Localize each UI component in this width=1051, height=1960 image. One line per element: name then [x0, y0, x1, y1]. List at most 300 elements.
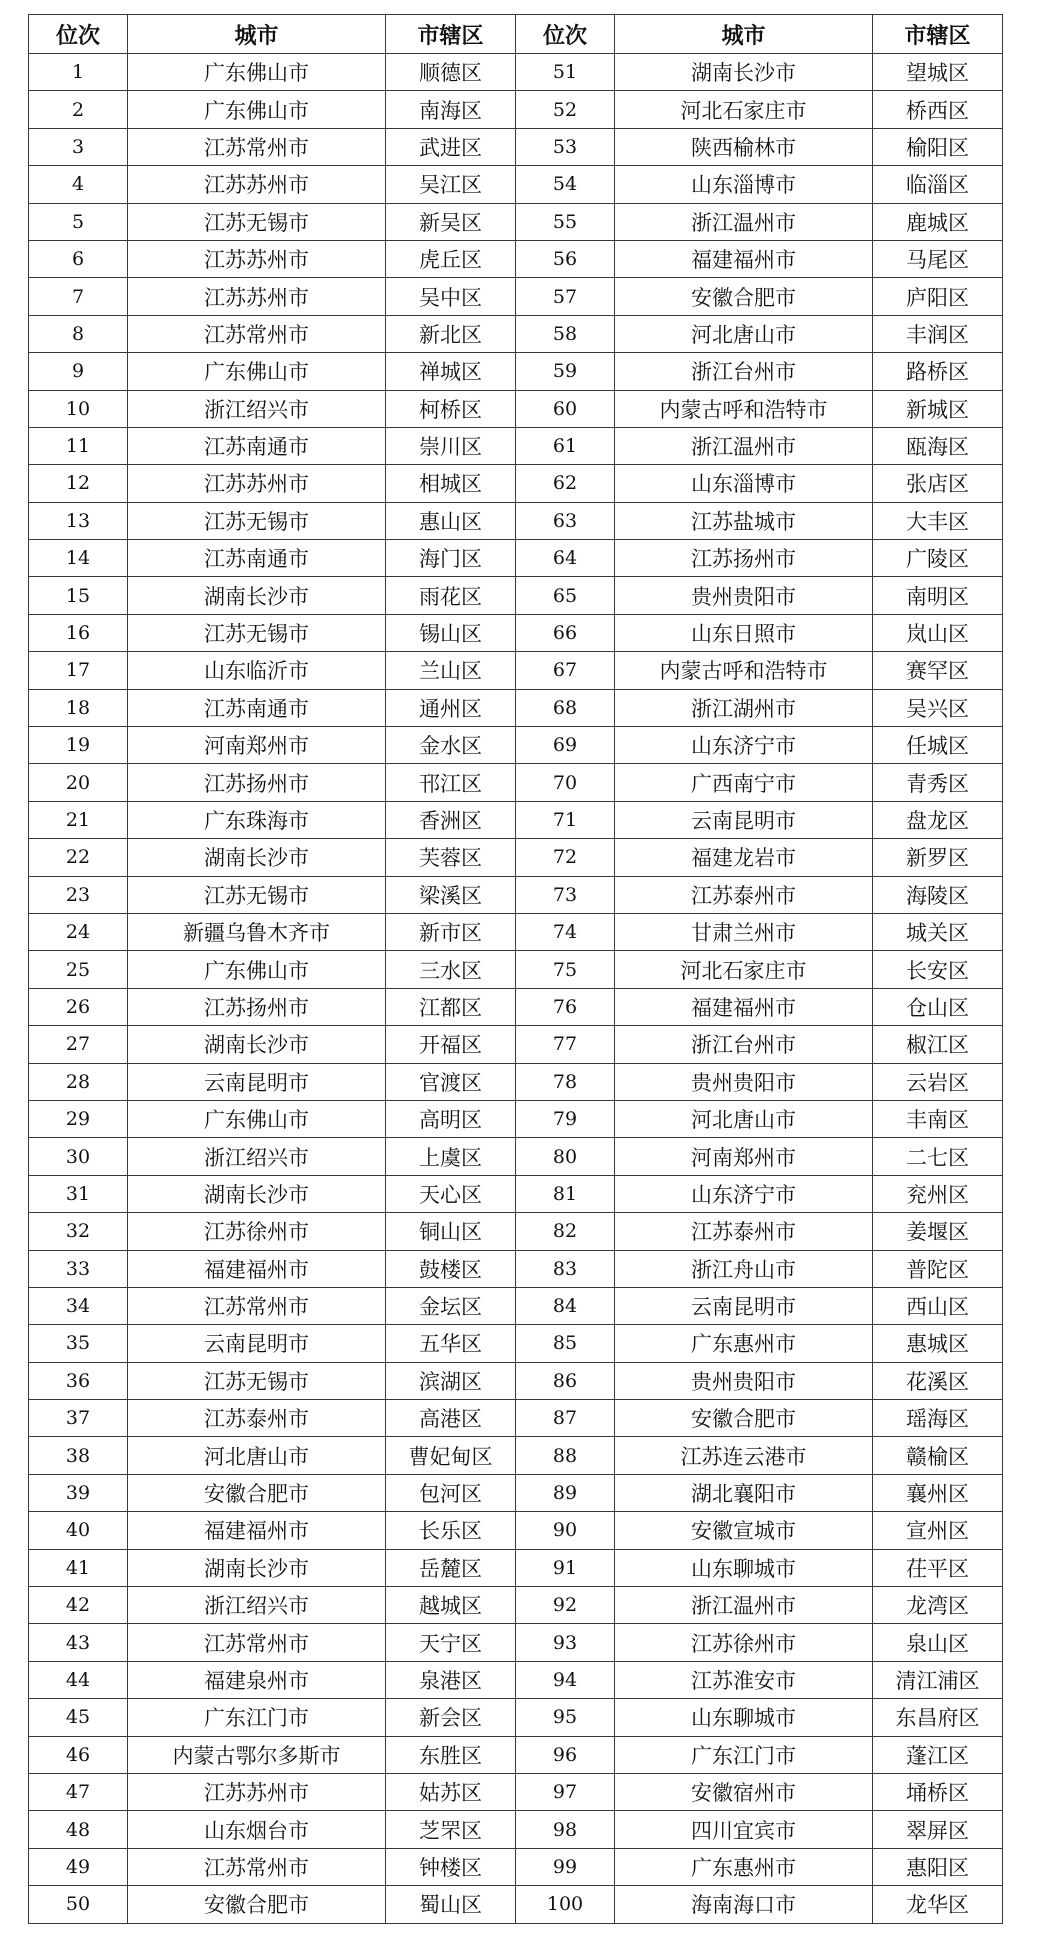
rank-cell: 69 [516, 727, 615, 764]
district-cell: 吴中区 [386, 278, 516, 315]
district-cell: 路桥区 [873, 353, 1003, 390]
rank-cell: 68 [516, 689, 615, 726]
district-cell: 临淄区 [873, 166, 1003, 203]
table-row [29, 1848, 1003, 1885]
rank-cell: 28 [29, 1063, 128, 1100]
city-cell: 浙江湖州市 [615, 689, 873, 726]
city-cell: 江苏无锡市 [128, 876, 386, 913]
rank-cell: 2 [29, 91, 128, 128]
city-cell: 贵州贵阳市 [615, 1362, 873, 1399]
district-cell: 江都区 [386, 988, 516, 1025]
district-cell: 曹妃甸区 [386, 1437, 516, 1474]
rank-cell: 55 [516, 203, 615, 240]
city-cell: 广西南宁市 [615, 764, 873, 801]
rank-cell: 18 [29, 689, 128, 726]
city-cell: 江苏扬州市 [615, 540, 873, 577]
city-cell: 浙江绍兴市 [128, 390, 386, 427]
header-city-left: 城市 [128, 15, 386, 54]
rank-cell: 76 [516, 988, 615, 1025]
city-cell: 江苏泰州市 [128, 1400, 386, 1437]
city-cell: 云南昆明市 [615, 1287, 873, 1324]
district-cell: 相城区 [386, 465, 516, 502]
city-cell: 江苏南通市 [128, 427, 386, 464]
district-ranking-table [28, 14, 1003, 1924]
rank-cell: 42 [29, 1587, 128, 1624]
city-cell: 安徽合肥市 [615, 278, 873, 315]
city-cell: 浙江温州市 [615, 203, 873, 240]
rank-cell: 13 [29, 502, 128, 539]
rank-cell: 97 [516, 1773, 615, 1810]
rank-cell: 100 [516, 1886, 615, 1923]
rank-cell: 86 [516, 1362, 615, 1399]
rank-cell: 22 [29, 839, 128, 876]
district-cell: 岚山区 [873, 614, 1003, 651]
city-cell: 福建福州市 [615, 988, 873, 1025]
city-cell: 福建龙岩市 [615, 839, 873, 876]
district-cell: 龙湾区 [873, 1587, 1003, 1624]
city-cell: 安徽宿州市 [615, 1773, 873, 1810]
district-cell: 官渡区 [386, 1063, 516, 1100]
city-cell: 江苏苏州市 [128, 240, 386, 277]
rank-cell: 84 [516, 1287, 615, 1324]
district-cell: 长安区 [873, 951, 1003, 988]
district-cell: 天宁区 [386, 1624, 516, 1661]
table-row [29, 91, 1003, 128]
city-cell: 江苏常州市 [128, 128, 386, 165]
city-cell: 江苏苏州市 [128, 278, 386, 315]
district-cell: 兖州区 [873, 1175, 1003, 1212]
city-cell: 江苏徐州市 [128, 1213, 386, 1250]
rank-cell: 98 [516, 1811, 615, 1848]
city-cell: 河北唐山市 [615, 1100, 873, 1137]
rank-cell: 31 [29, 1175, 128, 1212]
district-cell: 雨花区 [386, 577, 516, 614]
rank-cell: 94 [516, 1661, 615, 1698]
rank-cell: 92 [516, 1587, 615, 1624]
city-cell: 江苏常州市 [128, 1624, 386, 1661]
table-row [29, 1549, 1003, 1586]
city-cell: 浙江绍兴市 [128, 1587, 386, 1624]
table-row [29, 1063, 1003, 1100]
city-cell: 河北石家庄市 [615, 951, 873, 988]
rank-cell: 48 [29, 1811, 128, 1848]
rank-cell: 60 [516, 390, 615, 427]
rank-cell: 78 [516, 1063, 615, 1100]
rank-cell: 96 [516, 1736, 615, 1773]
city-cell: 甘肃兰州市 [615, 913, 873, 950]
table-row [29, 801, 1003, 838]
table-row [29, 1362, 1003, 1399]
rank-cell: 62 [516, 465, 615, 502]
district-cell: 天心区 [386, 1175, 516, 1212]
district-cell: 岳麓区 [386, 1549, 516, 1586]
table-row [29, 577, 1003, 614]
table-row [29, 1400, 1003, 1437]
district-cell: 铜山区 [386, 1213, 516, 1250]
city-cell: 浙江温州市 [615, 427, 873, 464]
city-cell: 广东佛山市 [128, 91, 386, 128]
city-cell: 海南海口市 [615, 1886, 873, 1923]
city-cell: 江苏盐城市 [615, 502, 873, 539]
city-cell: 四川宜宾市 [615, 1811, 873, 1848]
district-cell: 武进区 [386, 128, 516, 165]
header-district-right: 市辖区 [873, 15, 1003, 54]
district-cell: 大丰区 [873, 502, 1003, 539]
rank-cell: 19 [29, 727, 128, 764]
district-cell: 梁溪区 [386, 876, 516, 913]
district-cell: 泉山区 [873, 1624, 1003, 1661]
district-cell: 新市区 [386, 913, 516, 950]
city-cell: 江苏泰州市 [615, 1213, 873, 1250]
table-row [29, 465, 1003, 502]
city-cell: 江苏常州市 [128, 1287, 386, 1324]
district-cell: 鹿城区 [873, 203, 1003, 240]
city-cell: 云南昆明市 [128, 1063, 386, 1100]
table-row [29, 1699, 1003, 1736]
rank-cell: 74 [516, 913, 615, 950]
district-cell: 开福区 [386, 1026, 516, 1063]
district-cell: 任城区 [873, 727, 1003, 764]
district-cell: 翠屏区 [873, 1811, 1003, 1848]
district-cell: 吴兴区 [873, 689, 1003, 726]
rank-cell: 5 [29, 203, 128, 240]
rank-cell: 4 [29, 166, 128, 203]
city-cell: 云南昆明市 [615, 801, 873, 838]
city-cell: 山东济宁市 [615, 727, 873, 764]
table-row [29, 240, 1003, 277]
district-cell: 高港区 [386, 1400, 516, 1437]
rank-cell: 47 [29, 1773, 128, 1810]
city-cell: 新疆乌鲁木齐市 [128, 913, 386, 950]
city-cell: 安徽宣城市 [615, 1512, 873, 1549]
district-cell: 兰山区 [386, 652, 516, 689]
district-cell: 庐阳区 [873, 278, 1003, 315]
district-cell: 新北区 [386, 315, 516, 352]
district-cell: 芝罘区 [386, 1811, 516, 1848]
rank-cell: 11 [29, 427, 128, 464]
city-cell: 湖南长沙市 [128, 1175, 386, 1212]
district-cell: 崇川区 [386, 427, 516, 464]
city-cell: 浙江台州市 [615, 1026, 873, 1063]
table-row [29, 502, 1003, 539]
table-row [29, 1474, 1003, 1511]
rank-cell: 95 [516, 1699, 615, 1736]
table-row [29, 427, 1003, 464]
table-row [29, 951, 1003, 988]
city-cell: 广东惠州市 [615, 1325, 873, 1362]
city-cell: 河北唐山市 [128, 1437, 386, 1474]
header-district-left: 市辖区 [386, 15, 516, 54]
header-city-right: 城市 [615, 15, 873, 54]
district-cell: 金水区 [386, 727, 516, 764]
district-cell: 瓯海区 [873, 427, 1003, 464]
district-cell: 二七区 [873, 1138, 1003, 1175]
table-row [29, 913, 1003, 950]
district-cell: 丰南区 [873, 1100, 1003, 1137]
city-cell: 江苏无锡市 [128, 502, 386, 539]
city-cell: 江苏泰州市 [615, 876, 873, 913]
district-cell: 马尾区 [873, 240, 1003, 277]
city-cell: 湖南长沙市 [128, 1549, 386, 1586]
city-cell: 山东烟台市 [128, 1811, 386, 1848]
rank-cell: 66 [516, 614, 615, 651]
district-cell: 柯桥区 [386, 390, 516, 427]
rank-cell: 6 [29, 240, 128, 277]
city-cell: 江苏扬州市 [128, 764, 386, 801]
table-row [29, 1100, 1003, 1137]
city-cell: 江苏无锡市 [128, 614, 386, 651]
header-rank-left: 位次 [29, 15, 128, 54]
district-cell: 惠城区 [873, 1325, 1003, 1362]
district-cell: 海陵区 [873, 876, 1003, 913]
table-row [29, 689, 1003, 726]
rank-cell: 80 [516, 1138, 615, 1175]
rank-cell: 8 [29, 315, 128, 352]
district-cell: 泉港区 [386, 1661, 516, 1698]
district-cell: 埇桥区 [873, 1773, 1003, 1810]
city-cell: 湖南长沙市 [128, 1026, 386, 1063]
city-cell: 山东临沂市 [128, 652, 386, 689]
city-cell: 湖北襄阳市 [615, 1474, 873, 1511]
rank-cell: 34 [29, 1287, 128, 1324]
rank-cell: 38 [29, 1437, 128, 1474]
city-cell: 浙江绍兴市 [128, 1138, 386, 1175]
city-cell: 江苏无锡市 [128, 1362, 386, 1399]
district-cell: 三水区 [386, 951, 516, 988]
city-cell: 广东江门市 [128, 1699, 386, 1736]
rank-cell: 17 [29, 652, 128, 689]
district-cell: 虎丘区 [386, 240, 516, 277]
city-cell: 广东江门市 [615, 1736, 873, 1773]
district-cell: 新吴区 [386, 203, 516, 240]
rank-cell: 77 [516, 1026, 615, 1063]
city-cell: 广东惠州市 [615, 1848, 873, 1885]
district-cell: 长乐区 [386, 1512, 516, 1549]
district-cell: 香洲区 [386, 801, 516, 838]
city-cell: 福建福州市 [128, 1250, 386, 1287]
city-cell: 江苏连云港市 [615, 1437, 873, 1474]
rank-cell: 58 [516, 315, 615, 352]
city-cell: 江苏南通市 [128, 540, 386, 577]
rank-cell: 39 [29, 1474, 128, 1511]
district-cell: 鼓楼区 [386, 1250, 516, 1287]
rank-cell: 10 [29, 390, 128, 427]
district-cell: 普陀区 [873, 1250, 1003, 1287]
rank-cell: 25 [29, 951, 128, 988]
city-cell: 山东济宁市 [615, 1175, 873, 1212]
district-cell: 上虞区 [386, 1138, 516, 1175]
district-cell: 蜀山区 [386, 1886, 516, 1923]
table-row [29, 988, 1003, 1025]
city-cell: 江苏苏州市 [128, 166, 386, 203]
rank-cell: 63 [516, 502, 615, 539]
rank-cell: 89 [516, 1474, 615, 1511]
city-cell: 江苏苏州市 [128, 465, 386, 502]
table-row [29, 1287, 1003, 1324]
rank-cell: 85 [516, 1325, 615, 1362]
rank-cell: 35 [29, 1325, 128, 1362]
rank-cell: 73 [516, 876, 615, 913]
city-cell: 湖南长沙市 [128, 839, 386, 876]
rank-cell: 14 [29, 540, 128, 577]
city-cell: 江苏常州市 [128, 315, 386, 352]
district-cell: 赛罕区 [873, 652, 1003, 689]
rank-cell: 70 [516, 764, 615, 801]
district-cell: 东胜区 [386, 1736, 516, 1773]
district-cell: 顺德区 [386, 54, 516, 91]
rank-cell: 24 [29, 913, 128, 950]
table-row [29, 1175, 1003, 1212]
table-row [29, 1886, 1003, 1923]
rank-cell: 15 [29, 577, 128, 614]
rank-cell: 37 [29, 1400, 128, 1437]
city-cell: 江苏徐州市 [615, 1624, 873, 1661]
city-cell: 福建福州市 [615, 240, 873, 277]
rank-cell: 27 [29, 1026, 128, 1063]
city-cell: 贵州贵阳市 [615, 577, 873, 614]
table-row [29, 1624, 1003, 1661]
district-cell: 姜堰区 [873, 1213, 1003, 1250]
district-cell: 高明区 [386, 1100, 516, 1137]
district-cell: 新城区 [873, 390, 1003, 427]
city-cell: 江苏苏州市 [128, 1773, 386, 1810]
rank-cell: 99 [516, 1848, 615, 1885]
rank-cell: 3 [29, 128, 128, 165]
table-row [29, 203, 1003, 240]
city-cell: 江苏南通市 [128, 689, 386, 726]
district-cell: 西山区 [873, 1287, 1003, 1324]
city-cell: 湖南长沙市 [615, 54, 873, 91]
rank-cell: 51 [516, 54, 615, 91]
district-cell: 新罗区 [873, 839, 1003, 876]
rank-cell: 29 [29, 1100, 128, 1137]
district-cell: 姑苏区 [386, 1773, 516, 1810]
city-cell: 河北唐山市 [615, 315, 873, 352]
city-cell: 内蒙古呼和浩特市 [615, 652, 873, 689]
district-cell: 滨湖区 [386, 1362, 516, 1399]
city-cell: 安徽合肥市 [128, 1474, 386, 1511]
city-cell: 浙江温州市 [615, 1587, 873, 1624]
ranking-table-container [28, 14, 1003, 1924]
city-cell: 云南昆明市 [128, 1325, 386, 1362]
rank-cell: 59 [516, 353, 615, 390]
city-cell: 山东淄博市 [615, 166, 873, 203]
table-row [29, 166, 1003, 203]
district-cell: 桥西区 [873, 91, 1003, 128]
district-cell: 海门区 [386, 540, 516, 577]
city-cell: 江苏扬州市 [128, 988, 386, 1025]
rank-cell: 40 [29, 1512, 128, 1549]
rank-cell: 75 [516, 951, 615, 988]
rank-cell: 1 [29, 54, 128, 91]
rank-cell: 44 [29, 1661, 128, 1698]
rank-cell: 36 [29, 1362, 128, 1399]
district-cell: 花溪区 [873, 1362, 1003, 1399]
city-cell: 河北石家庄市 [615, 91, 873, 128]
district-cell: 茌平区 [873, 1549, 1003, 1586]
rank-cell: 54 [516, 166, 615, 203]
rank-cell: 41 [29, 1549, 128, 1586]
rank-cell: 9 [29, 353, 128, 390]
district-cell: 盘龙区 [873, 801, 1003, 838]
rank-cell: 83 [516, 1250, 615, 1287]
city-cell: 陕西榆林市 [615, 128, 873, 165]
rank-cell: 23 [29, 876, 128, 913]
district-cell: 惠阳区 [873, 1848, 1003, 1885]
city-cell: 广东佛山市 [128, 1100, 386, 1137]
district-cell: 吴江区 [386, 166, 516, 203]
table-body [29, 54, 1003, 1924]
rank-cell: 65 [516, 577, 615, 614]
city-cell: 浙江舟山市 [615, 1250, 873, 1287]
city-cell: 福建福州市 [128, 1512, 386, 1549]
rank-cell: 82 [516, 1213, 615, 1250]
city-cell: 广东佛山市 [128, 951, 386, 988]
table-row [29, 1512, 1003, 1549]
rank-cell: 26 [29, 988, 128, 1025]
city-cell: 内蒙古鄂尔多斯市 [128, 1736, 386, 1773]
district-cell: 望城区 [873, 54, 1003, 91]
district-cell: 锡山区 [386, 614, 516, 651]
table-row [29, 1587, 1003, 1624]
district-cell: 新会区 [386, 1699, 516, 1736]
district-cell: 蓬江区 [873, 1736, 1003, 1773]
rank-cell: 12 [29, 465, 128, 502]
header-rank-right: 位次 [516, 15, 615, 54]
table-row [29, 764, 1003, 801]
district-cell: 包河区 [386, 1474, 516, 1511]
table-row [29, 876, 1003, 913]
rank-cell: 32 [29, 1213, 128, 1250]
district-cell: 丰润区 [873, 315, 1003, 352]
table-row [29, 1138, 1003, 1175]
rank-cell: 57 [516, 278, 615, 315]
city-cell: 江苏常州市 [128, 1848, 386, 1885]
rank-cell: 61 [516, 427, 615, 464]
table-row [29, 1811, 1003, 1848]
rank-cell: 64 [516, 540, 615, 577]
district-cell: 张店区 [873, 465, 1003, 502]
rank-cell: 45 [29, 1699, 128, 1736]
district-cell: 城关区 [873, 913, 1003, 950]
district-cell: 南海区 [386, 91, 516, 128]
district-cell: 金坛区 [386, 1287, 516, 1324]
table-header-row [29, 15, 1003, 54]
city-cell: 山东聊城市 [615, 1549, 873, 1586]
city-cell: 山东聊城市 [615, 1699, 873, 1736]
city-cell: 江苏淮安市 [615, 1661, 873, 1698]
table-row [29, 128, 1003, 165]
district-cell: 邗江区 [386, 764, 516, 801]
city-cell: 河南郑州市 [615, 1138, 873, 1175]
table-row [29, 652, 1003, 689]
district-cell: 禅城区 [386, 353, 516, 390]
rank-cell: 72 [516, 839, 615, 876]
district-cell: 惠山区 [386, 502, 516, 539]
table-row [29, 727, 1003, 764]
city-cell: 山东淄博市 [615, 465, 873, 502]
table-row [29, 1213, 1003, 1250]
district-cell: 瑶海区 [873, 1400, 1003, 1437]
table-row [29, 54, 1003, 91]
district-cell: 芙蓉区 [386, 839, 516, 876]
rank-cell: 71 [516, 801, 615, 838]
district-cell: 襄州区 [873, 1474, 1003, 1511]
table-row [29, 1773, 1003, 1810]
city-cell: 福建泉州市 [128, 1661, 386, 1698]
rank-cell: 87 [516, 1400, 615, 1437]
district-cell: 椒江区 [873, 1026, 1003, 1063]
